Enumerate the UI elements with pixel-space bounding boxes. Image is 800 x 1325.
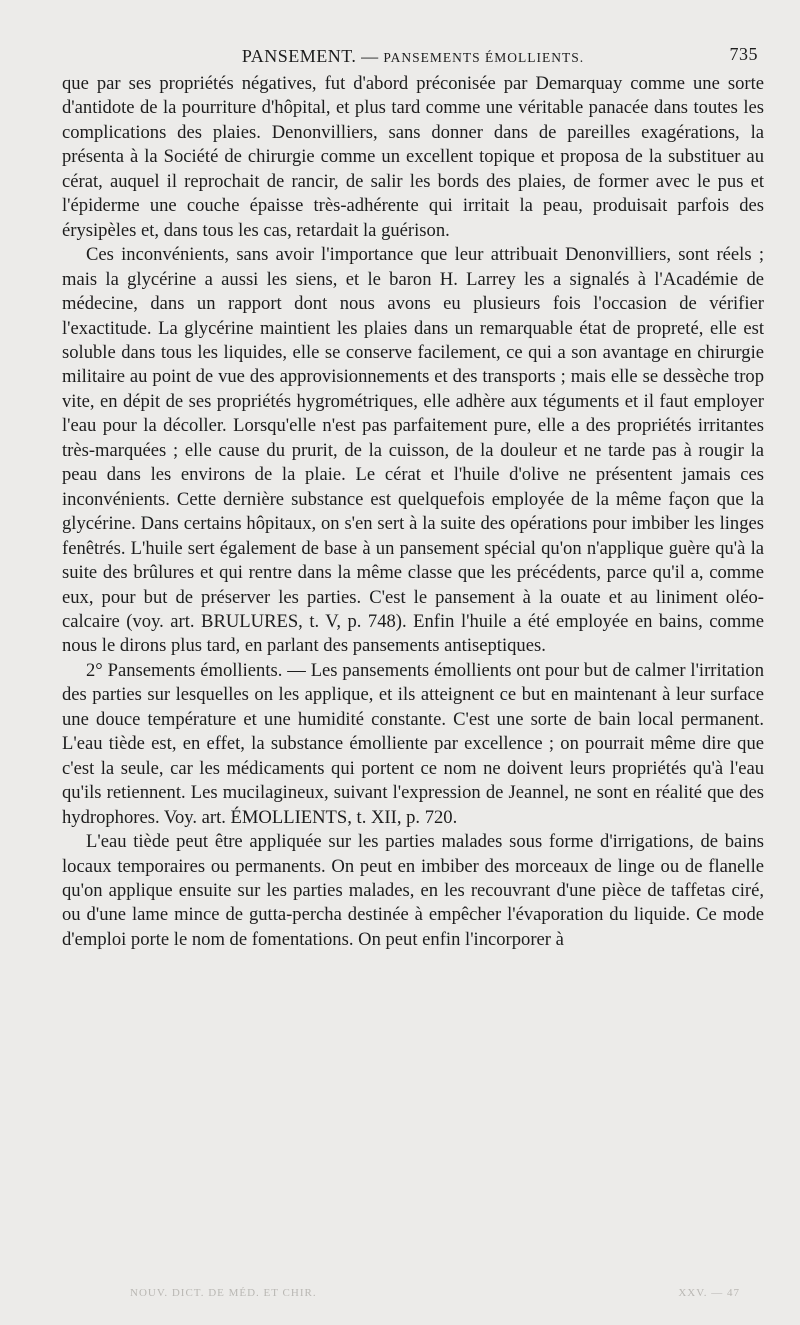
footer-right: XXV. — 47 — [678, 1287, 740, 1299]
paragraph: L'eau tiède peut être appliquée sur les parties malades sous forme d'irrigations, de bains locaux temporaires ou permanents. On peut en imbiber des morceaux de linge ou de flanelle qu'on applique ensuite sur les parties malades, en les recouvrant d'une pièce de taffetas ciré, ou d'une lame mince de gutta-percha destinée à empêcher l'évaporation du liquide. Ce mode d'emploi porte le nom de fomentations. On peut enfin l'incorporer à — [62, 831, 764, 950]
running-title-separator: — — [356, 47, 384, 66]
body-text — [62, 72, 764, 952]
paragraph: 2° Pansements émollients. — Les pansements émollients ont pour but de calmer l'irritation des parties sur lesquelles on les applique, et ils atteignent ce but en maintenant à leur surface une douce température et une humidité constante. C'est une sorte de bain local permanent. L'eau tiède est, en effet, la substance émolliente par excellence ; on pourrait même dire que c'est la seule, car les médicaments qui portent ce nom ne doivent leurs propriétés qu'à l'eau qu'ils retiennent. Les mucilagineux, suivant l'expression de Jeannel, ne sont en réalité que des hydrophores. Voy. art. ÉMOLLIENTS, t. XII, p. 720. — [62, 659, 764, 828]
running-title — [62, 46, 764, 67]
footer-left: NOUV. DICT. DE MÉD. ET CHIR. — [130, 1287, 317, 1299]
paragraph: que par ses propriétés négatives, fut d'abord préconisée par Demarquay comme une sorte d'antidote de la pourriture d'hôpital, et plus tard comme une véritable panacée dans toutes les complications des plaies. Denonvilliers, sans donner dans de pareilles exagérations, la présenta à la Société de chirurgie comme un excellent topique et proposa de la substituer au cérat, auquel il reprochait de rancir, de salir les bords des plaies, de former avec le pus et l'épiderme une couche épaisse très-adhérente qui irritait la peau, produisait parfois des érysipèles et, dans tous les cas, retardait la guérison. — [62, 73, 764, 241]
page-number: 735 — [729, 44, 758, 64]
running-title-main: PANSEMENT. — [241, 46, 357, 66]
paragraph: Ces inconvénients, sans avoir l'importance que leur attribuait Denonvilliers, sont réels ; mais la glycérine a aussi les siens, et le baron H. Larrey les a signalés à l'Académie de médecine, dans un rapport dont nous avons eu plusieurs fois l'occasion de vérifier l'exactitude. La glycérine maintient les plaies dans un remarquable état de propreté, elle est soluble dans tous les liquides, elle se conserve facilement, ce qui a son avantage en chirurgie militaire au point de vue des approvisionnements et des transports ; mais elle se dessèche trop vite, en dépit de ses propriétés hygrométriques, elle adhère aux téguments et il faut employer l'eau pour la décoller. Lorsqu'elle n'est pas parfaitement pure, elle a des propriétés irritantes très-marquées ; elle cause du prurit, de la cuisson, de la douleur et ne tarde pas à rougir la peau dans les environs de la plaie. Le cérat et l'huile d'olive ne présentent jamais ces inconvénients. Cette dernière substance est quelquefois employée de la même façon que la glycérine. Dans certains hôpitaux, on s'en sert à la suite des opérations pour imbiber les linges fenêtrés. L'huile sert également de base à un pansement spécial qu'on n'applique guère qu'à la suite des brûlures et qui rentre dans la même classe que les précédents, parce qu'il a, comme eux, pour but de préserver les parties. C'est le pansement à la ouate et au liniment oléo-calcaire (voy. art. BRULURES, t. V, p. 748). Enfin l'huile a été employée en bains, comme nous le dirons plus tard, en parlant des pansements antiseptiques. — [62, 244, 764, 657]
running-head — [62, 40, 764, 72]
running-title-sub: PANSEMENTS ÉMOLLIENTS. — [383, 50, 585, 65]
footer — [130, 1287, 740, 1299]
